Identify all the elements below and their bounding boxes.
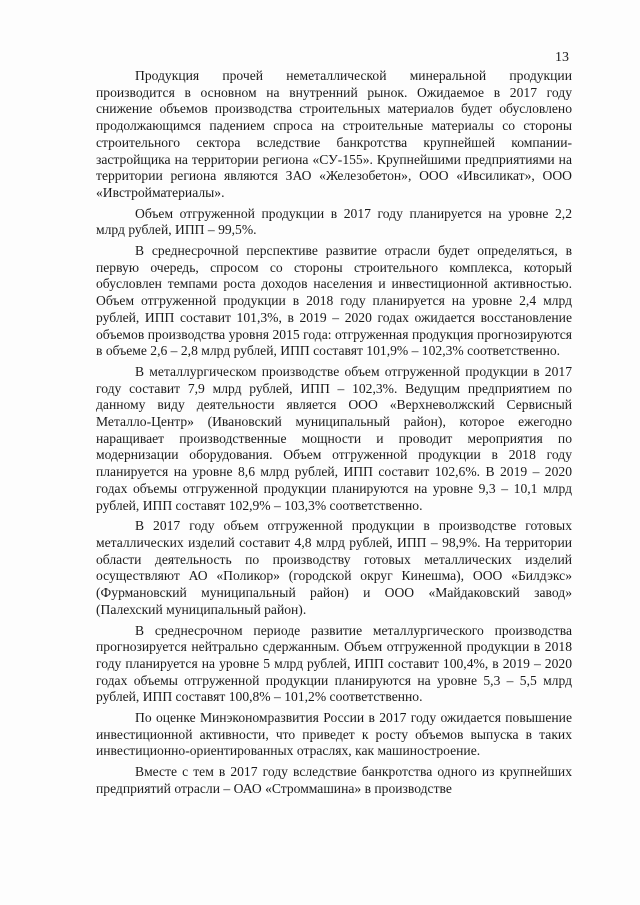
paragraph-5: В 2017 году объем отгруженной продукции в производстве готовых металлических изделий составит 4,8 млрд рублей, ИПП – 98,9%. На территории области деятельность по производству готовых металлических изделий осуществляют АО «Поликор» (городской округ Кинешма), ООО «Билдэкс» (Фурмановский муниципальный район) и ООО «Майдаковский завод» (Палехский муниципальный район).: [96, 518, 572, 617]
paragraph-1: Продукция прочей неметаллической минеральной продукции производится в основном на внутренний рынок. Ожидаемое в 2017 году снижение объемов производства строительных материалов будет обусловлено продолжающимся падением спроса на строительные материалы со стороны строительного сектора вследствие банкротства крупнейшей компании-застройщика на территории региона «СУ-155». Крупнейшими предприятиями на территории региона являются ЗАО «Железобетон», ООО «Ивсиликат», ООО «Ивстройматериалы».: [96, 68, 572, 200]
paragraph-8: Вместе с тем в 2017 году вследствие банкротства одного из крупнейших предприятий отрасли – ОАО «Строммашина» в производстве: [96, 764, 572, 796]
paragraph-7: По оценке Минэкономразвития России в 2017 году ожидается повышение инвестиционной активности, что приведет к росту объемов выпуска в таких инвестиционно-ориентированных отраслях, как машиностроение.: [96, 710, 572, 759]
body-text: [96, 68, 572, 802]
paragraph-3: В среднесрочной перспективе развитие отрасли будет определяться, в первую очередь, спросом со стороны строительного комплекса, который обусловлен темпами роста доходов населения и инвестиционной активностью. Объем отгруженной продукции в 2018 году планируется на уровне 2,4 млрд рублей, ИПП составит 101,3%, в 2019 – 2020 годах ожидается восстановление объемов производства уровня 2015 года: отгруженная продукция прогнозируются в объеме 2,6 – 2,8 млрд рублей, ИПП составят 101,9% – 102,3% соответственно.: [96, 243, 572, 359]
page-number: 13: [555, 50, 569, 65]
paragraph-4: В металлургическом производстве объем отгруженной продукции в 2017 году составит 7,9 млрд рублей, ИПП – 102,3%. Ведущим предприятием по данному виду деятельности является ООО «Верхневолжский Сервисный Металло-Центр» (Ивановский муниципальный район), которое ежегодно наращивает производственные мощности и проводит мероприятия по модернизации оборудования. Объем отгруженной продукции в 2018 году планируется на уровне 8,6 млрд рублей, ИПП составит 102,6%. В 2019 – 2020 годах объемы отгруженной продукции планируются на уровне 9,3 – 10,1 млрд рублей, ИПП составят 102,9% – 103,3% соответственно.: [96, 363, 572, 513]
paragraph-2: Объем отгруженной продукции в 2017 году планируется на уровне 2,2 млрд рублей, ИПП – 99,5%.: [96, 205, 572, 238]
paragraph-6: В среднесрочном периоде развитие металлургического производства прогнозируется нейтрально сдержанным. Объем отгруженной продукции в 2018 году планируется на уровне 5 млрд рублей, ИПП составит 100,4%, в 2019 – 2020 годах объемы отгруженной продукции планируются на уровне 5,3 – 5,5 млрд рублей, ИПП составят 100,8% – 101,2% соответственно.: [96, 622, 572, 705]
